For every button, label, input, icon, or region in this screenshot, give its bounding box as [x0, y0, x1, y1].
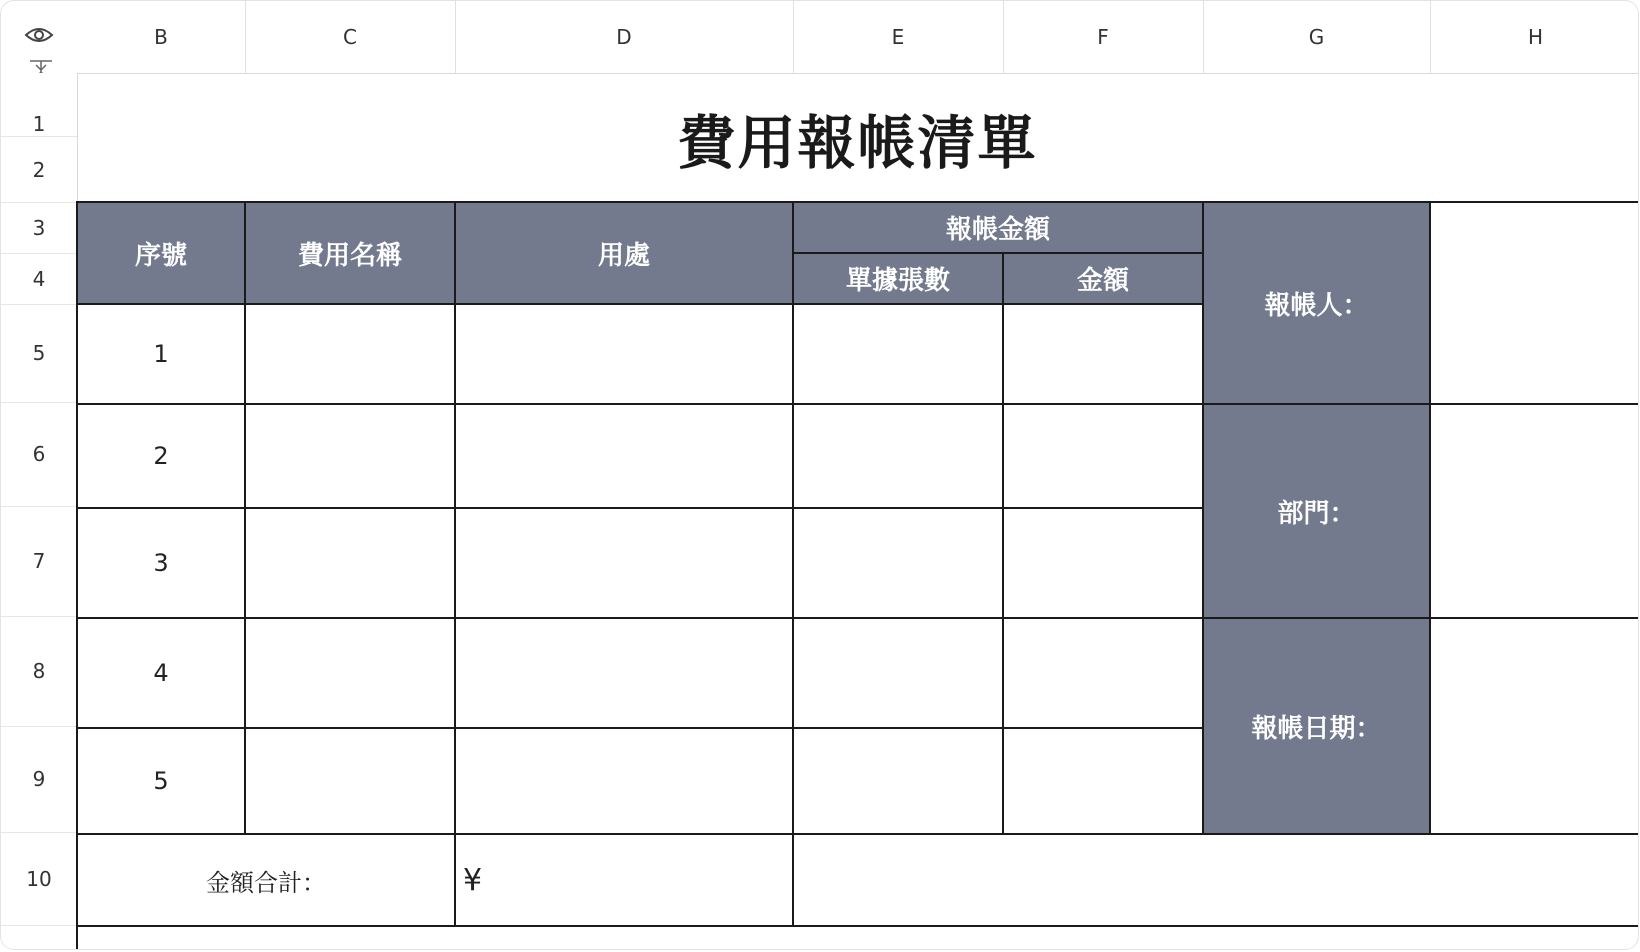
row-header-1[interactable]: 1	[1, 73, 77, 137]
grid-line	[77, 925, 1638, 927]
column-header-f[interactable]: F	[1003, 1, 1204, 73]
header-amount-group: 報帳金額	[793, 202, 1203, 253]
item-seq-3[interactable]: 3	[153, 549, 169, 577]
row-header-8[interactable]: 8	[1, 616, 77, 727]
item-seq-1[interactable]: 1	[153, 340, 169, 368]
column-header-e[interactable]: E	[793, 1, 1004, 73]
page-title: 費用報帳清單	[677, 108, 1038, 177]
item-seq-2[interactable]: 2	[153, 442, 169, 470]
column-header-h[interactable]: H	[1527, 25, 1544, 49]
grid-line	[1202, 201, 1204, 834]
grid-line	[793, 252, 1203, 254]
row-header-4[interactable]: 4	[1, 253, 77, 305]
column-header-g[interactable]: G	[1203, 1, 1431, 73]
eye-icon[interactable]	[21, 23, 57, 47]
item-seq-4[interactable]: 4	[153, 659, 169, 687]
grid-line	[77, 403, 1638, 405]
column-header-c[interactable]: C	[245, 1, 456, 73]
column-header-d[interactable]: D	[455, 1, 794, 73]
grid-line	[1429, 201, 1431, 834]
row-header	[1, 73, 78, 949]
label-reporter: 報帳人：	[1203, 202, 1430, 404]
row-header-3[interactable]: 3	[1, 202, 77, 254]
row-header-2[interactable]: 2	[1, 137, 77, 203]
grid-line	[244, 201, 246, 834]
row-header-10[interactable]: 10	[1, 832, 77, 926]
grid-line	[1002, 252, 1004, 834]
label-department: 部門：	[1203, 404, 1430, 618]
row-header-9[interactable]: 9	[1, 726, 77, 833]
row-header-5[interactable]: 5	[1, 304, 77, 403]
header-seq: 序號	[77, 202, 245, 304]
item-seq-5[interactable]: 5	[153, 767, 169, 795]
header-receipts: 單據張數	[793, 253, 1003, 304]
row-header-6[interactable]: 6	[1, 402, 77, 507]
header-usage: 用處	[455, 202, 793, 304]
total-label: 金額合計：	[206, 868, 326, 897]
grid-line	[77, 833, 1638, 835]
grid-line	[76, 201, 78, 950]
header-corner	[1, 1, 78, 74]
row-header-7[interactable]: 7	[1, 506, 77, 617]
column-header-b[interactable]: B	[77, 1, 246, 73]
header-name: 費用名稱	[245, 202, 455, 304]
header-amount: 金額	[1003, 253, 1203, 304]
grid-line	[77, 201, 1638, 203]
label-date: 報帳日期：	[1203, 618, 1430, 834]
total-currency[interactable]: ¥	[463, 862, 483, 898]
column-header	[77, 1, 1638, 74]
grid-line	[454, 201, 456, 927]
grid-line	[792, 201, 794, 927]
grid-line	[77, 617, 1638, 619]
